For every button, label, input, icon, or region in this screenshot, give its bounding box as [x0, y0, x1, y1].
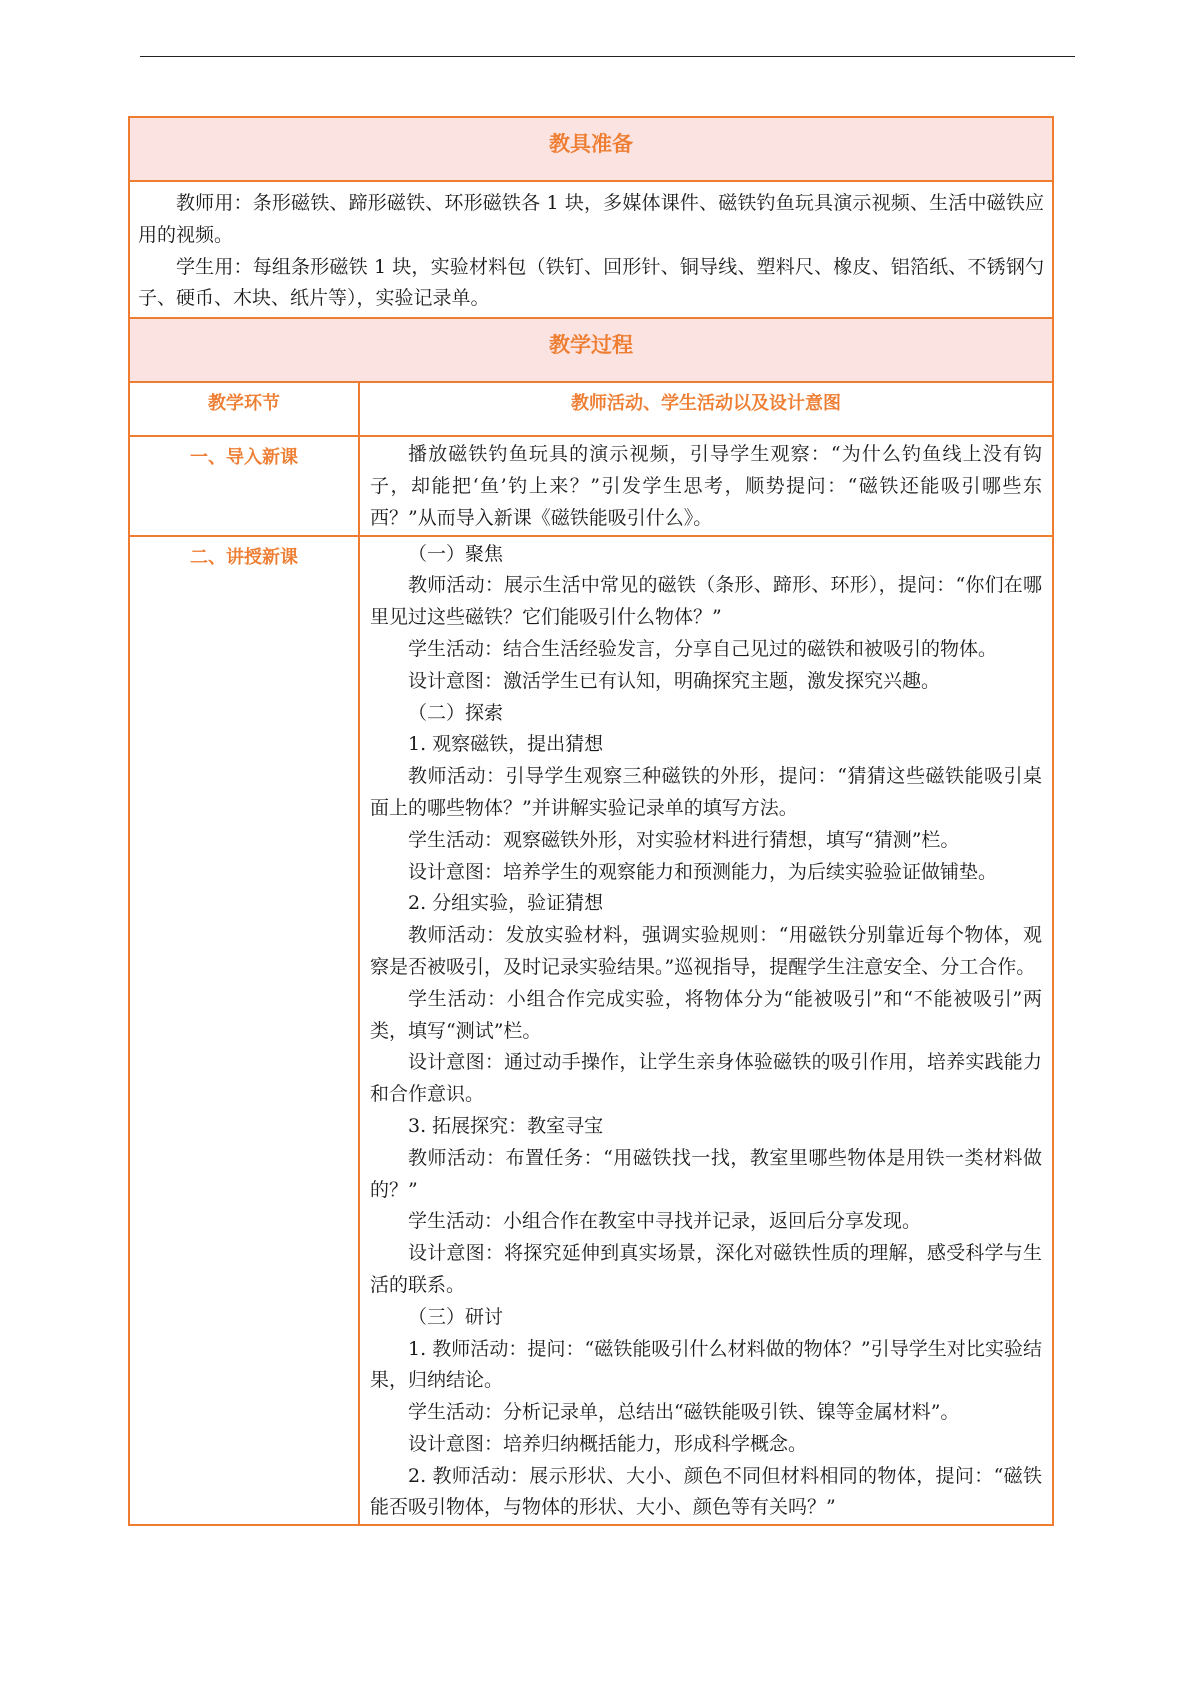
- paragraph: 学生活动：观察磁铁外形，对实验材料进行猜想，填写“猜测”栏。: [408, 828, 960, 851]
- activity-cell: [359, 436, 1053, 535]
- process-title: 教学过程: [549, 333, 633, 358]
- stage-cell: [129, 436, 359, 535]
- paragraph: 3. 拓展探究：教室寻宝: [408, 1114, 604, 1137]
- paragraph: 2. 分组实验，验证猜想: [408, 892, 604, 915]
- paragraph: 1. 观察磁铁，提出猜想: [408, 733, 604, 756]
- prep-content: [129, 181, 1053, 318]
- prep-student-text: 学生用：每组条形磁铁 1 块，实验材料包（铁钉、回形针、铜导线、塑料尺、橡皮、铝箔纸、不锈钢勺子、硬币、木块、纸片等），实验记录单。: [138, 255, 1044, 310]
- lesson-plan-table: [128, 116, 1054, 1526]
- prep-title: 教具准备: [549, 132, 633, 156]
- paragraph: 学生活动：分析记录单，总结出“磁铁能吸引铁、镍等金属材料”。: [408, 1401, 960, 1424]
- paragraph: 设计意图：将探究延伸到真实场景，深化对磁铁性质的理解，感受科学与生活的联系。: [370, 1242, 1042, 1296]
- paragraph: 2. 教师活动：展示形状、大小、颜色不同但材料相同的物体，提问：“磁铁能否吸引物体，与物体的形状、大小、颜色等有关吗？”: [370, 1464, 1042, 1519]
- paragraph: 教师活动：发放实验材料，强调实验规则：“用磁铁分别靠近每个物体，观察是否被吸引，及时记录实验结果。”巡视指导，提醒学生注意安全、分工合作。: [370, 924, 1042, 978]
- paragraph: （二）探索: [408, 701, 504, 724]
- paragraph: 设计意图：激活学生已有认知，明确探究主题，激发探究兴趣。: [408, 669, 941, 692]
- column-header-stage: 教学环节: [129, 382, 359, 436]
- prep-header: [129, 117, 1053, 181]
- paragraph: 学生活动：结合生活经验发言，分享自己见过的磁铁和被吸引的物体。: [408, 637, 998, 660]
- paragraph: 设计意图：培养学生的观察能力和预测能力，为后续实验验证做铺垫。: [408, 860, 998, 883]
- prep-teacher-text: 教师用：条形磁铁、蹄形磁铁、环形磁铁各 1 块，多媒体课件、磁铁钓鱼玩具演示视频、生活中磁铁应用的视频。: [138, 192, 1044, 246]
- paragraph: 学生活动：小组合作在教室中寻找并记录，返回后分享发现。: [408, 1210, 922, 1233]
- paragraph: 1. 教师活动：提问：“磁铁能吸引什么材料做的物体？”引导学生对比实验结果，归纳结论。: [370, 1337, 1042, 1392]
- paragraph: （三）研讨: [408, 1305, 504, 1328]
- activity-cell: [359, 536, 1053, 1526]
- paragraph: 教师活动：引导学生观察三种磁铁的外形，提问：“猜猜这些磁铁能吸引桌面上的哪些物体？”并讲解实验记录单的填写方法。: [370, 765, 1042, 819]
- paragraph: 设计意图：通过动手操作，让学生亲身体验磁铁的吸引作用，培养实践能力和合作意识。: [370, 1051, 1042, 1106]
- paragraph: 学生活动：小组合作完成实验，将物体分为“能被吸引”和“不能被吸引”两类，填写“测试”栏。: [370, 987, 1042, 1042]
- stage-label: 二、讲授新课: [190, 546, 298, 568]
- table-row: [129, 536, 1053, 1526]
- header-rule: [140, 56, 1075, 57]
- table-row: [129, 436, 1053, 535]
- paragraph: （一）聚焦: [408, 542, 504, 565]
- paragraph: 播放磁铁钓鱼玩具的演示视频，引导学生观察：“为什么钓鱼线上没有钩子，却能把‘鱼’钓上来？”引发学生思考，顺势提问：“磁铁还能吸引哪些东西？”从而导入新课《磁铁能吸引什么》。: [370, 443, 1042, 529]
- stage-label: 一、导入新课: [190, 447, 298, 469]
- paragraph: 教师活动：展示生活中常见的磁铁（条形、蹄形、环形），提问：“你们在哪里见过这些磁铁？它们能吸引什么物体？”: [370, 574, 1042, 629]
- process-header: [129, 318, 1053, 382]
- paragraph: 设计意图：培养归纳概括能力，形成科学概念。: [408, 1432, 808, 1455]
- stage-cell: [129, 536, 359, 1526]
- paragraph: 教师活动：布置任务：“用磁铁找一找，教室里哪些物体是用铁一类材料做的？”: [370, 1146, 1042, 1201]
- column-header-activity: 教师活动、学生活动以及设计意图: [359, 382, 1053, 436]
